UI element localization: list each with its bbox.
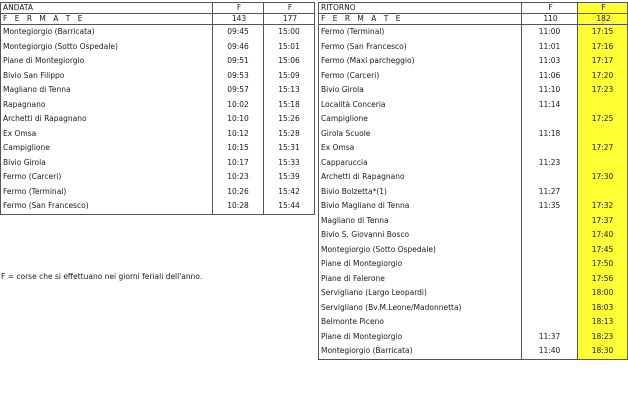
- time-cell: 11:03: [522, 54, 578, 69]
- table-row: [319, 315, 628, 330]
- ritorno-col-f2: F: [578, 3, 628, 14]
- stop-name: Montegiorgio (Sotto Ospedale): [319, 243, 522, 258]
- time-cell: 18:23: [578, 330, 628, 345]
- table-row: [1, 199, 315, 214]
- table-row: [1, 170, 315, 185]
- table-row: [1, 54, 315, 69]
- ritorno-header-row: [319, 14, 628, 25]
- time-cell: 17:40: [578, 228, 628, 243]
- stop-name: Campiglione: [1, 141, 213, 156]
- time-cell: 15:01: [264, 40, 315, 55]
- time-cell: 17:16: [578, 40, 628, 55]
- time-cell: 17:20: [578, 69, 628, 84]
- table-row: [1, 156, 315, 171]
- time-cell: 15:44: [264, 199, 315, 214]
- time-cell: [578, 156, 628, 171]
- footnote: F = corse che si effettuano nei giorni feriali dell'anno.: [1, 272, 203, 281]
- stop-name: Girola Scuole: [319, 127, 522, 142]
- stop-name: Piane di Falerone: [319, 272, 522, 287]
- time-cell: 11:23: [522, 156, 578, 171]
- stop-name: Magliano di Tenna: [319, 214, 522, 229]
- stop-name: Fermo (San Francesco): [1, 199, 213, 214]
- ritorno-title: RITORNO: [319, 3, 522, 14]
- table-row: [1, 141, 315, 156]
- table-row: [319, 344, 628, 359]
- time-cell: 18:13: [578, 315, 628, 330]
- ritorno-table: [318, 2, 628, 360]
- time-cell: [578, 98, 628, 113]
- stop-name: Montegiorgio (Barricata): [319, 344, 522, 359]
- stop-name: Montegiorgio (Barricata): [1, 25, 213, 40]
- time-cell: 15:26: [264, 112, 315, 127]
- time-cell: 15:09: [264, 69, 315, 84]
- table-row: [319, 25, 628, 40]
- andata-run2: 177: [264, 14, 315, 25]
- time-cell: 09:57: [213, 83, 264, 98]
- table-row: [1, 83, 315, 98]
- time-cell: 15:06: [264, 54, 315, 69]
- stop-name: Fermo (San Francesco): [319, 40, 522, 55]
- table-row: [319, 83, 628, 98]
- stop-name: Magliano di Tenna: [1, 83, 213, 98]
- time-cell: 18:30: [578, 344, 628, 359]
- time-cell: [578, 127, 628, 142]
- time-cell: [522, 315, 578, 330]
- table-row: [319, 54, 628, 69]
- table-row: [319, 112, 628, 127]
- table-row: [319, 199, 628, 214]
- table-row: [1, 69, 315, 84]
- time-cell: 09:53: [213, 69, 264, 84]
- time-cell: 17:23: [578, 83, 628, 98]
- time-cell: [522, 257, 578, 272]
- time-cell: 18:03: [578, 301, 628, 316]
- stop-name: Rapagnano: [1, 98, 213, 113]
- time-cell: 15:28: [264, 127, 315, 142]
- ritorno-body: [319, 25, 628, 360]
- time-cell: 11:06: [522, 69, 578, 84]
- time-cell: 15:42: [264, 185, 315, 200]
- time-cell: 17:15: [578, 25, 628, 40]
- time-cell: 11:14: [522, 98, 578, 113]
- stop-name: Capparuccia: [319, 156, 522, 171]
- table-row: [319, 286, 628, 301]
- andata-table: [0, 2, 315, 215]
- stop-name: Archetti di Rapagnano: [1, 112, 213, 127]
- time-cell: [522, 243, 578, 258]
- time-cell: 09:46: [213, 40, 264, 55]
- time-cell: 17:45: [578, 243, 628, 258]
- stop-name: Campiglione: [319, 112, 522, 127]
- table-row: [319, 156, 628, 171]
- time-cell: 15:18: [264, 98, 315, 113]
- stop-name: Bivio S. Giovanni Bosco: [319, 228, 522, 243]
- stop-name: Fermo (Carceri): [319, 69, 522, 84]
- time-cell: 15:00: [264, 25, 315, 40]
- time-cell: [522, 272, 578, 287]
- time-cell: 17:30: [578, 170, 628, 185]
- time-cell: 11:10: [522, 83, 578, 98]
- stop-name: Ex Omsa: [319, 141, 522, 156]
- stop-name: Fermo (Maxi parcheggio): [319, 54, 522, 69]
- time-cell: 11:00: [522, 25, 578, 40]
- time-cell: [578, 185, 628, 200]
- table-row: [1, 98, 315, 113]
- andata-col-f2: F: [264, 3, 315, 14]
- table-row: [319, 228, 628, 243]
- table-row: [319, 214, 628, 229]
- stop-name: Archetti di Rapagnano: [319, 170, 522, 185]
- ritorno-run2: 182: [578, 14, 628, 25]
- time-cell: [522, 214, 578, 229]
- stop-name: Bivio Girola: [319, 83, 522, 98]
- stop-name: Bivio Girola: [1, 156, 213, 171]
- table-row: [1, 127, 315, 142]
- andata-title: ANDATA: [1, 3, 213, 14]
- time-cell: [522, 301, 578, 316]
- table-row: [319, 170, 628, 185]
- time-cell: 11:37: [522, 330, 578, 345]
- andata-body: [1, 25, 315, 215]
- stop-name: Fermo (Carceri): [1, 170, 213, 185]
- time-cell: 10:28: [213, 199, 264, 214]
- stop-name: Piane di Montegiorgio: [319, 257, 522, 272]
- time-cell: 17:25: [578, 112, 628, 127]
- andata-header-label: F E R M A T E: [1, 14, 213, 25]
- time-cell: 15:31: [264, 141, 315, 156]
- time-cell: 15:13: [264, 83, 315, 98]
- time-cell: 10:12: [213, 127, 264, 142]
- stop-name: Bivio San Filippo: [1, 69, 213, 84]
- ritorno-header-label: F E R M A T E: [319, 14, 522, 25]
- andata-title-row: [1, 3, 315, 14]
- stop-name: Piane di Montegiorgio: [1, 54, 213, 69]
- table-row: [319, 330, 628, 345]
- table-row: [319, 257, 628, 272]
- table-row: [1, 112, 315, 127]
- stop-name: Fermo (Terminal): [319, 25, 522, 40]
- time-cell: 10:10: [213, 112, 264, 127]
- stop-name: Piane di Montegiorgio: [319, 330, 522, 345]
- table-row: [319, 40, 628, 55]
- table-row: [319, 69, 628, 84]
- time-cell: 10:02: [213, 98, 264, 113]
- time-cell: 17:50: [578, 257, 628, 272]
- table-row: [319, 98, 628, 113]
- time-cell: 15:33: [264, 156, 315, 171]
- stop-name: Bivio Magliano di Tenna: [319, 199, 522, 214]
- ritorno-col-f1: F: [522, 3, 578, 14]
- time-cell: [522, 228, 578, 243]
- time-cell: 10:15: [213, 141, 264, 156]
- table-row: [319, 243, 628, 258]
- stop-name: Ex Omsa: [1, 127, 213, 142]
- ritorno-title-row: [319, 3, 628, 14]
- time-cell: 17:32: [578, 199, 628, 214]
- time-cell: [522, 141, 578, 156]
- time-cell: 17:27: [578, 141, 628, 156]
- stop-name: Belmonte Piceno: [319, 315, 522, 330]
- time-cell: 11:18: [522, 127, 578, 142]
- time-cell: 11:35: [522, 199, 578, 214]
- time-cell: [522, 286, 578, 301]
- time-cell: 18:00: [578, 286, 628, 301]
- time-cell: 09:45: [213, 25, 264, 40]
- table-row: [319, 185, 628, 200]
- table-row: [1, 25, 315, 40]
- time-cell: 11:01: [522, 40, 578, 55]
- andata-header-row: [1, 14, 315, 25]
- andata-run1: 143: [213, 14, 264, 25]
- time-cell: [522, 170, 578, 185]
- stop-name: Servigliano (Bv.M.Leone/Madonnetta): [319, 301, 522, 316]
- stop-name: Bivio Bolzetta*(1): [319, 185, 522, 200]
- table-row: [1, 40, 315, 55]
- time-cell: 17:56: [578, 272, 628, 287]
- table-row: [319, 301, 628, 316]
- stop-name: Servigliano (Largo Leopardi): [319, 286, 522, 301]
- table-row: [319, 141, 628, 156]
- time-cell: 09:51: [213, 54, 264, 69]
- time-cell: [522, 112, 578, 127]
- ritorno-run1: 110: [522, 14, 578, 25]
- table-row: [319, 272, 628, 287]
- andata-col-f1: F: [213, 3, 264, 14]
- time-cell: 17:37: [578, 214, 628, 229]
- time-cell: 10:26: [213, 185, 264, 200]
- table-row: [1, 185, 315, 200]
- time-cell: 11:27: [522, 185, 578, 200]
- time-cell: 11:40: [522, 344, 578, 359]
- stop-name: Montegiorgio (Sotto Ospedale): [1, 40, 213, 55]
- table-row: [319, 127, 628, 142]
- stop-name: Località Conceria: [319, 98, 522, 113]
- time-cell: 15:39: [264, 170, 315, 185]
- time-cell: 10:17: [213, 156, 264, 171]
- stop-name: Fermo (Terminal): [1, 185, 213, 200]
- time-cell: 17:17: [578, 54, 628, 69]
- time-cell: 10:23: [213, 170, 264, 185]
